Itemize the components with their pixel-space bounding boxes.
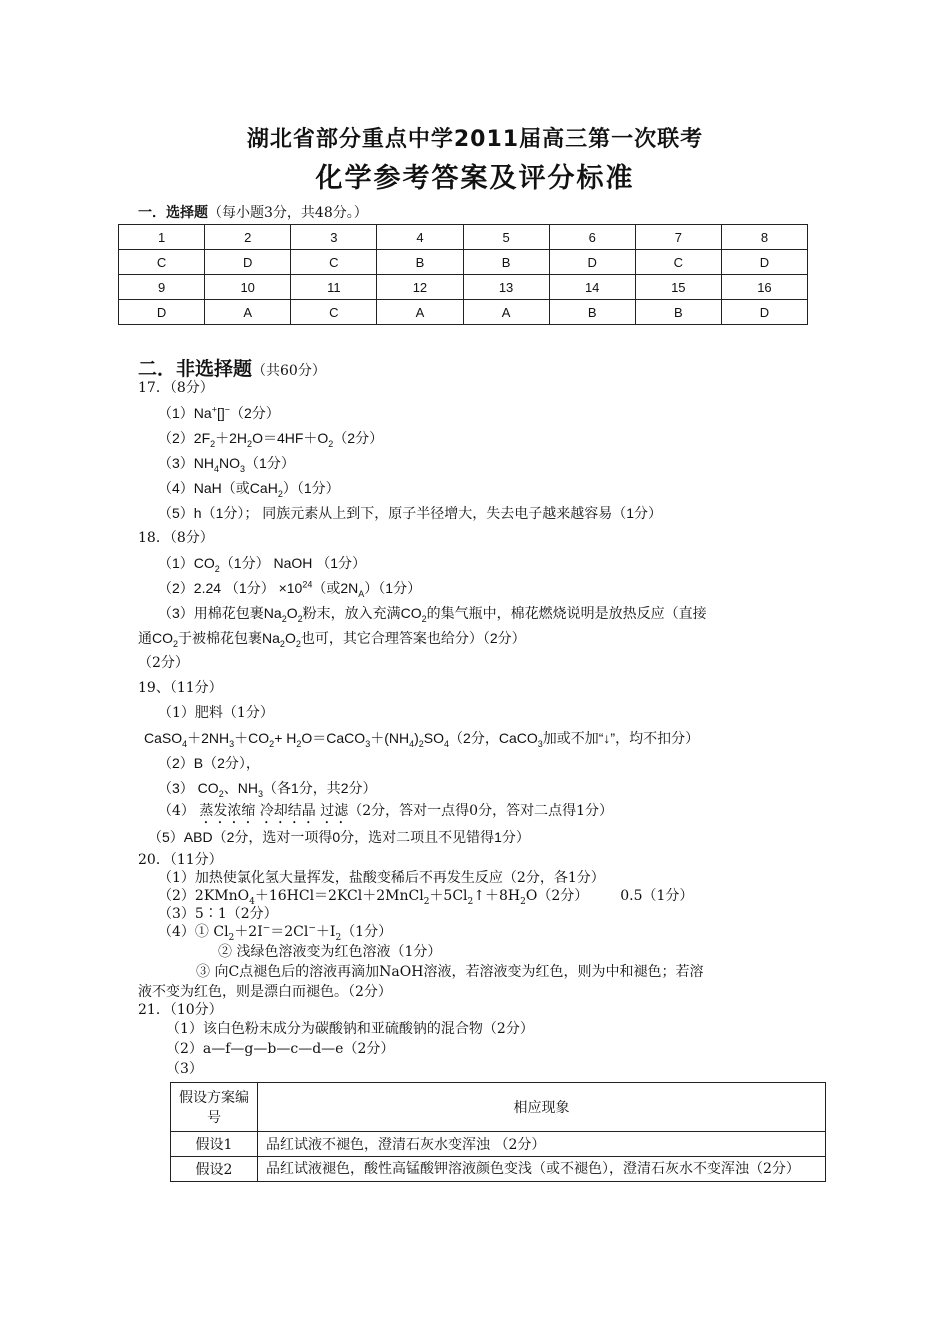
emphasized-keyword: 蒸发浓缩 <box>199 803 256 819</box>
table-cell: 10 <box>205 275 291 300</box>
q17-answer-1 <box>158 404 280 422</box>
text: （2）2KMnO <box>158 888 250 904</box>
text: SO <box>423 730 445 746</box>
table-cell: D <box>205 250 291 275</box>
table-cell: 2 <box>205 225 291 250</box>
text: 、NH <box>223 780 258 796</box>
table-cell: 品红试液不褪色，澄清石灰水变浑浊 （2分） <box>258 1132 826 1157</box>
subscript: 2 <box>520 896 526 907</box>
subscript: 2 <box>269 738 275 749</box>
section2-note: （共60分） <box>252 363 326 379</box>
table-cell: B <box>549 300 635 325</box>
table-cell: D <box>119 300 205 325</box>
subscript: 4 <box>249 896 255 907</box>
subscript: 2 <box>279 638 285 649</box>
text: ) <box>414 730 419 746</box>
table-cell: 6 <box>549 225 635 250</box>
subscript: 2 <box>328 438 334 449</box>
q20-answer-4c: ③ 向C点褪色后的溶液再滴加NaOH溶液，若溶液变为红色，则为中和褪色；若溶 <box>196 964 704 980</box>
q19-heading: 19、（11分） <box>138 680 223 696</box>
text: ＋(NH <box>370 730 410 746</box>
table-cell: A <box>205 300 291 325</box>
table-cell: 12 <box>377 275 463 300</box>
subscript: 2 <box>335 932 342 943</box>
q18-answer-2 <box>158 579 421 597</box>
table-cell: 1 <box>119 225 205 250</box>
text: 加或不加“↓”，均不扣分） <box>542 730 700 746</box>
subscript: 4 <box>444 738 450 749</box>
text: ＋2H <box>215 430 248 446</box>
text: （2分，CaCO <box>449 730 538 746</box>
text: 的集气瓶中，棉花燃烧说明是放热反应（直接 <box>426 605 707 621</box>
table-cell: B <box>635 300 721 325</box>
q17-answer-5: （5）h（1分）； 同族元素从上到下，原子半径增大，失去电子越来越容易（1分） <box>158 505 663 521</box>
table-cell: 5 <box>463 225 549 250</box>
subscript: 2 <box>214 563 220 574</box>
table-cell: D <box>549 250 635 275</box>
q18-answer-1 <box>158 554 366 572</box>
q19-answer-2: （2）B（2分）， <box>158 755 260 771</box>
table-row <box>119 250 808 275</box>
table-cell: C <box>291 250 377 275</box>
text: （或2N <box>312 580 359 596</box>
table-cell: B <box>377 250 463 275</box>
subscript: 2 <box>173 638 179 649</box>
q21-answer-1: （1）该白色粉末成分为碳酸钠和亚硫酸钠的混合物（2分） <box>166 1021 534 1037</box>
text: + H <box>274 730 297 746</box>
table-cell: C <box>119 250 205 275</box>
table-cell: 品红试液褪色，酸性高锰酸钾溶液颜色变浅（或不褪色），澄清石灰水不变浑浊（2分） <box>258 1157 826 1182</box>
text: （4）NaH（或CaH <box>158 480 278 496</box>
text: （2分） <box>230 405 280 421</box>
text: （2）2F <box>158 430 211 446</box>
subscript: 2 <box>277 488 283 499</box>
table-cell: C <box>291 300 377 325</box>
q18-answer-3 <box>158 604 707 622</box>
table-cell: 7 <box>635 225 721 250</box>
table-cell: 4 <box>377 225 463 250</box>
q20-heading: 20．（11分） <box>138 852 223 868</box>
text: [] <box>216 405 225 421</box>
table-row <box>171 1083 826 1132</box>
subscript: 2 <box>421 613 427 624</box>
text: ＋16HCl＝2KCl＋2MnCl <box>254 888 424 904</box>
text: ）（1分） <box>364 580 422 596</box>
text: （各1分，共2分） <box>262 780 377 796</box>
text: O＝CaCO <box>301 730 366 746</box>
section2-heading <box>138 354 326 381</box>
table-row <box>119 225 808 250</box>
exam-title: 湖北省部分重点中学2011届高三第一次联考 <box>246 127 704 152</box>
text: （3） CO <box>158 780 219 796</box>
superscript: − <box>262 923 271 934</box>
q20-answer-4 <box>158 923 392 941</box>
subscript: 3 <box>257 788 263 799</box>
table-row <box>171 1132 826 1157</box>
q21-heading: 21．（10分） <box>138 1002 223 1018</box>
text: O（2分） <box>525 888 589 904</box>
q20-answer-3: （3）5∶1（2分） <box>158 906 278 922</box>
table-cell: A <box>377 300 463 325</box>
subscript: 2 <box>247 438 253 449</box>
q17-heading: 17．（8分） <box>138 380 214 396</box>
subscript: 2 <box>210 438 216 449</box>
q20-answer-2 <box>158 887 693 905</box>
subscript: 2 <box>218 788 224 799</box>
table-cell: D <box>721 300 807 325</box>
subscript: 4 <box>409 738 415 749</box>
text: ）（1分） <box>282 480 340 496</box>
q17-answer-2 <box>158 429 383 447</box>
table-cell: 8 <box>721 225 807 250</box>
q19-equation <box>144 729 699 747</box>
table-cell: 13 <box>463 275 549 300</box>
hypothesis-table <box>170 1082 826 1182</box>
subscript: 3 <box>365 738 371 749</box>
text: ＋CO <box>234 730 270 746</box>
q17-answer-3 <box>158 454 295 472</box>
text: （1分） NaOH （1分） <box>219 555 367 571</box>
subscript: 4 <box>214 463 220 474</box>
table-cell: C <box>635 250 721 275</box>
q21-answer-3-label: （3） <box>166 1061 203 1077</box>
emphasized-keyword: 过滤 <box>320 803 349 819</box>
subscript: 2 <box>467 896 474 907</box>
text: NO <box>219 455 241 471</box>
q19-answer-1: （1）肥料（1分） <box>158 705 274 721</box>
table-cell: 9 <box>119 275 205 300</box>
text: O＝4HF＋O <box>252 430 329 446</box>
table-cell: 11 <box>291 275 377 300</box>
superscript: + <box>211 404 217 415</box>
superscript: − <box>224 404 230 415</box>
subscript: 3 <box>229 738 235 749</box>
text: （2）2.24 （1分） ×10 <box>158 580 303 596</box>
subscript: 2 <box>281 613 287 624</box>
subscript: 2 <box>423 896 430 907</box>
table-row <box>119 275 808 300</box>
text: （2分） <box>333 430 384 446</box>
table-cell: 16 <box>721 275 807 300</box>
text: （1分） <box>245 455 295 471</box>
subscript: 4 <box>182 738 188 749</box>
q17-answer-4 <box>158 479 340 497</box>
q18-score: （2分） <box>138 655 189 671</box>
text: （4） <box>158 803 200 819</box>
q20-answer-4b: ② 浅绿色溶液变为红色溶液（1分） <box>218 944 442 960</box>
subscript: 2 <box>296 738 302 749</box>
text: （3）NH <box>158 455 215 471</box>
subscript: A <box>358 588 365 599</box>
section1-label: 一．选择题 <box>138 205 208 221</box>
text: （4）① Cl <box>158 924 229 940</box>
text: ＝2Cl <box>270 924 309 940</box>
table-row <box>119 300 808 325</box>
text: 粉末，放入充满CO <box>302 605 422 621</box>
text: O <box>284 630 296 646</box>
text: （1分） <box>341 924 393 940</box>
subscript: 2 <box>295 638 301 649</box>
text: 也可，其它合理答案也给分）（2分） <box>300 630 526 646</box>
multiple-choice-answer-table <box>118 224 808 325</box>
table-header-cell: 假设方案编号 <box>171 1083 258 1132</box>
superscript: − <box>308 923 316 934</box>
section1-note: （每小题3分，共48分。） <box>208 205 368 221</box>
subscript: 2 <box>418 738 424 749</box>
section2-label: 二．非选择题 <box>138 358 253 380</box>
text: （2分，答对一点得0分，答对二点得1分） <box>348 803 613 819</box>
table-cell: 假设1 <box>171 1132 258 1157</box>
text: 0.5（1分） <box>620 888 694 904</box>
subscript: 3 <box>240 463 246 474</box>
q21-answer-2: （2）a—f—g—b—c—d—e（2分） <box>166 1041 395 1057</box>
q19-answer-3 <box>158 779 377 797</box>
q18-answer-3-cont <box>138 629 526 647</box>
text: 通CO <box>138 630 173 646</box>
text: 于被棉花包裹Na <box>178 630 280 646</box>
q19-answer-5: （5）ABD（2分，选对一项得0分，选对二项且不见错得1分） <box>148 829 530 845</box>
q19-answer-4 <box>158 802 613 827</box>
text: ＋I <box>315 924 336 940</box>
table-cell: 14 <box>549 275 635 300</box>
table-cell: D <box>721 250 807 275</box>
table-cell: B <box>463 250 549 275</box>
text: （3）用棉花包裹Na <box>158 605 282 621</box>
text: CaSO <box>144 730 183 746</box>
text: （1）CO <box>158 555 215 571</box>
q20-answer-4c-cont: 液不变为红色，则是漂白而褪色。（2分） <box>138 984 392 1000</box>
subscript: 2 <box>228 932 235 943</box>
q18-heading: 18．（8分） <box>138 530 214 546</box>
text: （1）Na <box>158 405 212 421</box>
text: ↑＋8H <box>473 888 521 904</box>
section1-heading <box>138 202 368 222</box>
subscript: 3 <box>537 738 543 749</box>
document-title: 化学参考答案及评分标准 <box>315 163 635 194</box>
text: ＋5Cl <box>429 888 468 904</box>
subscript: 2 <box>297 613 303 624</box>
superscript: 24 <box>302 579 313 590</box>
table-cell: 3 <box>291 225 377 250</box>
table-row <box>171 1157 826 1182</box>
emphasized-keyword: 冷却结晶 <box>259 803 316 819</box>
table-header-cell: 相应现象 <box>258 1083 826 1132</box>
text: ＋2NH <box>187 730 230 746</box>
table-cell: A <box>463 300 549 325</box>
text: ＋2I <box>234 924 263 940</box>
table-cell: 15 <box>635 275 721 300</box>
table-cell: 假设2 <box>171 1157 258 1182</box>
text: O <box>286 605 298 621</box>
q20-answer-1: （1）加热使氯化氢大量挥发，盐酸变稀后不再发生反应（2分，各1分） <box>158 870 605 886</box>
